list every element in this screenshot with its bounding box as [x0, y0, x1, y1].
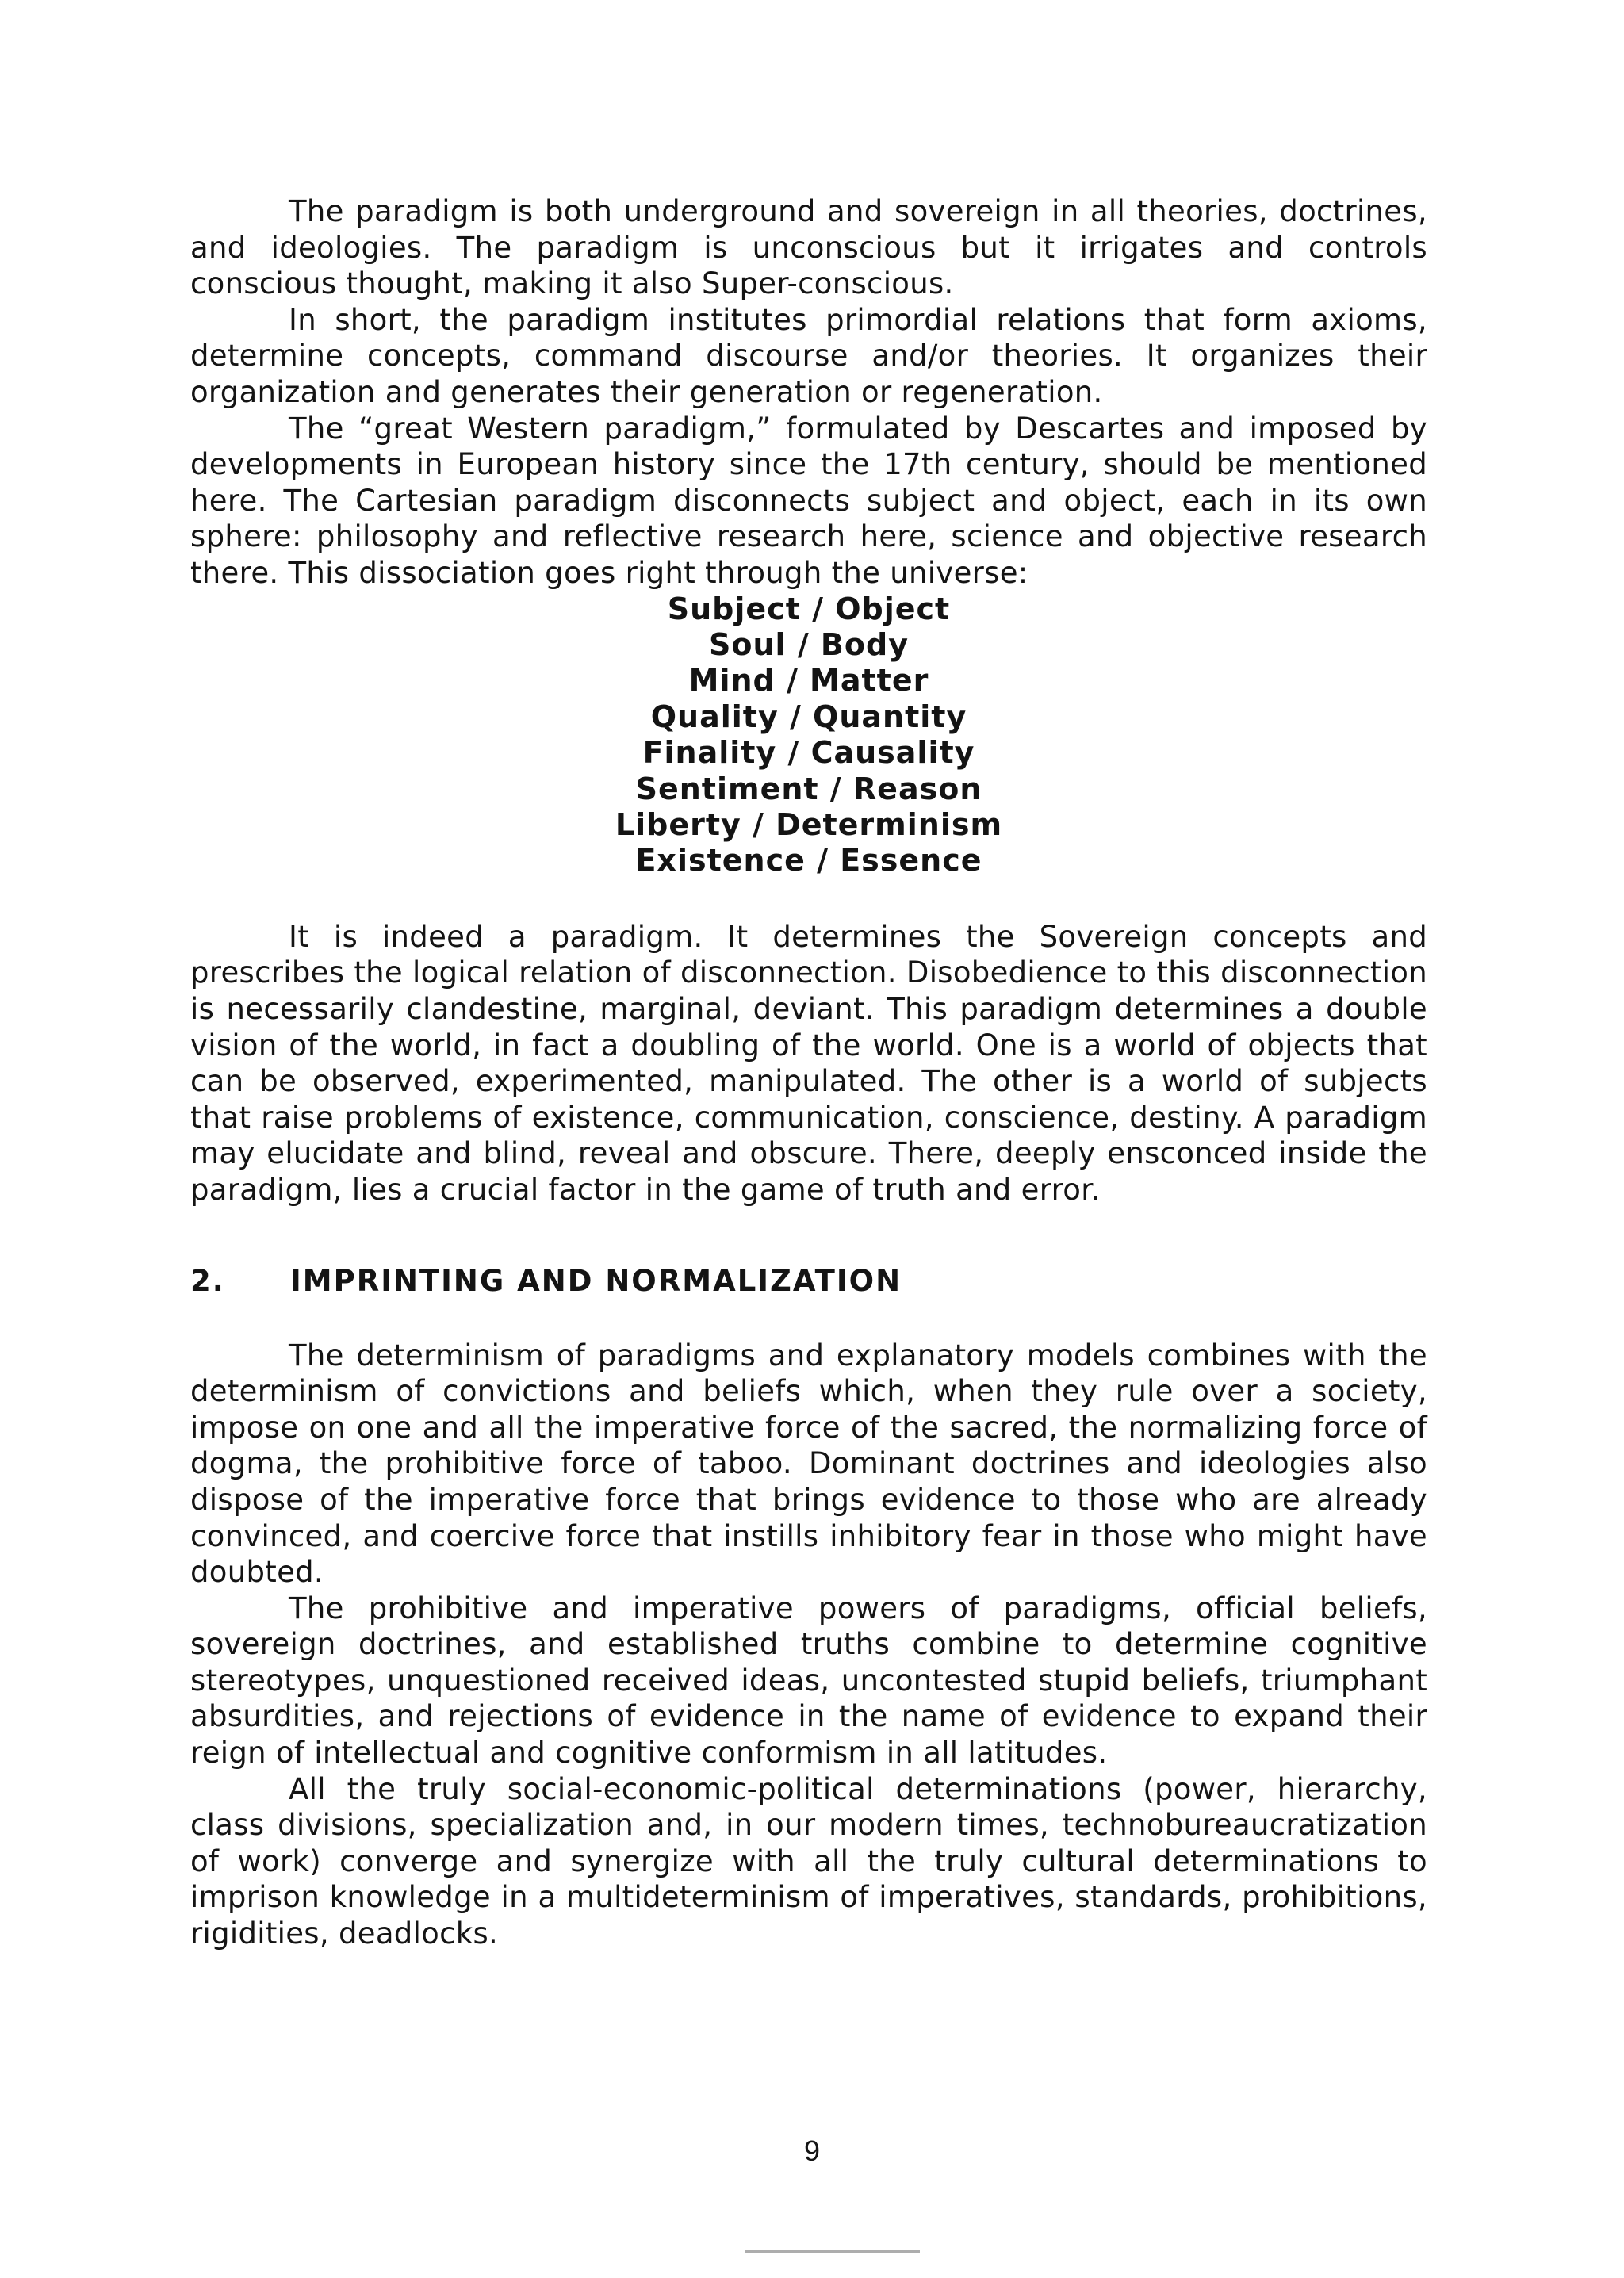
duality-item: Finality / Causality: [642, 735, 975, 771]
body-paragraph: The determinism of paradigms and explanatory models combines with the determinism of convictions and beliefs which, when they rule over a society, impose on one and all the imperative force of the sacred, the normalizing force of dogma, the prohibitive force of taboo. Dominant doctrines and ideologies also dispose of the imperative force that brings evidence to those who are already convinced, and coercive force that instills inhibitory fear in those who might have doubted.: [190, 1338, 1427, 1590]
page-number: 9: [803, 2134, 821, 2167]
section-heading: [190, 1264, 1427, 1298]
body-paragraph: The prohibitive and imperative powers of paradigms, official beliefs, sovereign doctrines, and established truths combine to determine cognitive stereotypes, unquestioned received ideas, uncontested stupid beliefs, triumphant absurdities, and rejections of evidence in the name of evidence to expand their reign of intellectual and cognitive conformism in all latitudes.: [190, 1591, 1427, 1771]
duality-item: Quality / Quantity: [650, 699, 967, 734]
section-title: IMPRINTING AND NORMALIZATION: [290, 1263, 902, 1298]
duality-item: Existence / Essence: [635, 843, 982, 879]
duality-item: Liberty / Determinism: [615, 806, 1003, 842]
body-paragraph: All the truly social-economic-political determinations (power, hierarchy, class divisions, specialization and, in our modern times, technobureaucratization of work) converge and synergize with all the truly cultural determinations to imprison knowledge in a multideterminism of imperatives, standards, prohibitions, rigidities, deadlocks.: [190, 1771, 1427, 1951]
scan-artifact: [745, 2250, 920, 2253]
duality-item: Subject / Object: [667, 591, 951, 626]
spacer: [190, 879, 1427, 919]
body-paragraph: In short, the paradigm institutes primordial relations that form axioms, determine concepts, command discourse and/or theories. It organizes their organization and generates their generation or regeneration.: [190, 302, 1427, 409]
duality-item: Sentiment / Reason: [635, 771, 982, 806]
body-paragraph: It is indeed a paradigm. It determines the Sovereign concepts and prescribes the logical relation of disconnection. Disobedience to this disconnection is necessarily clandestine, marginal, deviant. This paradigm determines a double vision of the world, in fact a doubling of the world. One is a world of objects that can be observed, experimented, manipulated. The other is a world of subjects that raise problems of existence, communication, conscience, destiny. A paradigm may elucidate and blind, reveal and obscure. There, deeply ensconced inside the paradigm, lies a crucial factor in the game of truth and error.: [190, 919, 1427, 1207]
duality-item: Mind / Matter: [688, 663, 929, 699]
duality-list: [190, 592, 1427, 879]
section-number: 2.: [190, 1263, 225, 1298]
body-paragraph: The paradigm is both underground and sovereign in all theories, doctrines, and ideologies. The paradigm is unconscious but it irrigates and controls conscious thought, making it also Super-conscious.: [190, 194, 1427, 301]
body-paragraph: The “great Western paradigm,” formulated by Descartes and imposed by developments in European history since the 17th century, should be mentioned here. The Cartesian paradigm disconnects subject and object, each in its own sphere: philosophy and reflective research here, science and objective research there. This dissociation goes right through the universe:: [190, 411, 1427, 590]
document-body: [190, 193, 1427, 1952]
duality-item: Soul / Body: [709, 626, 909, 662]
